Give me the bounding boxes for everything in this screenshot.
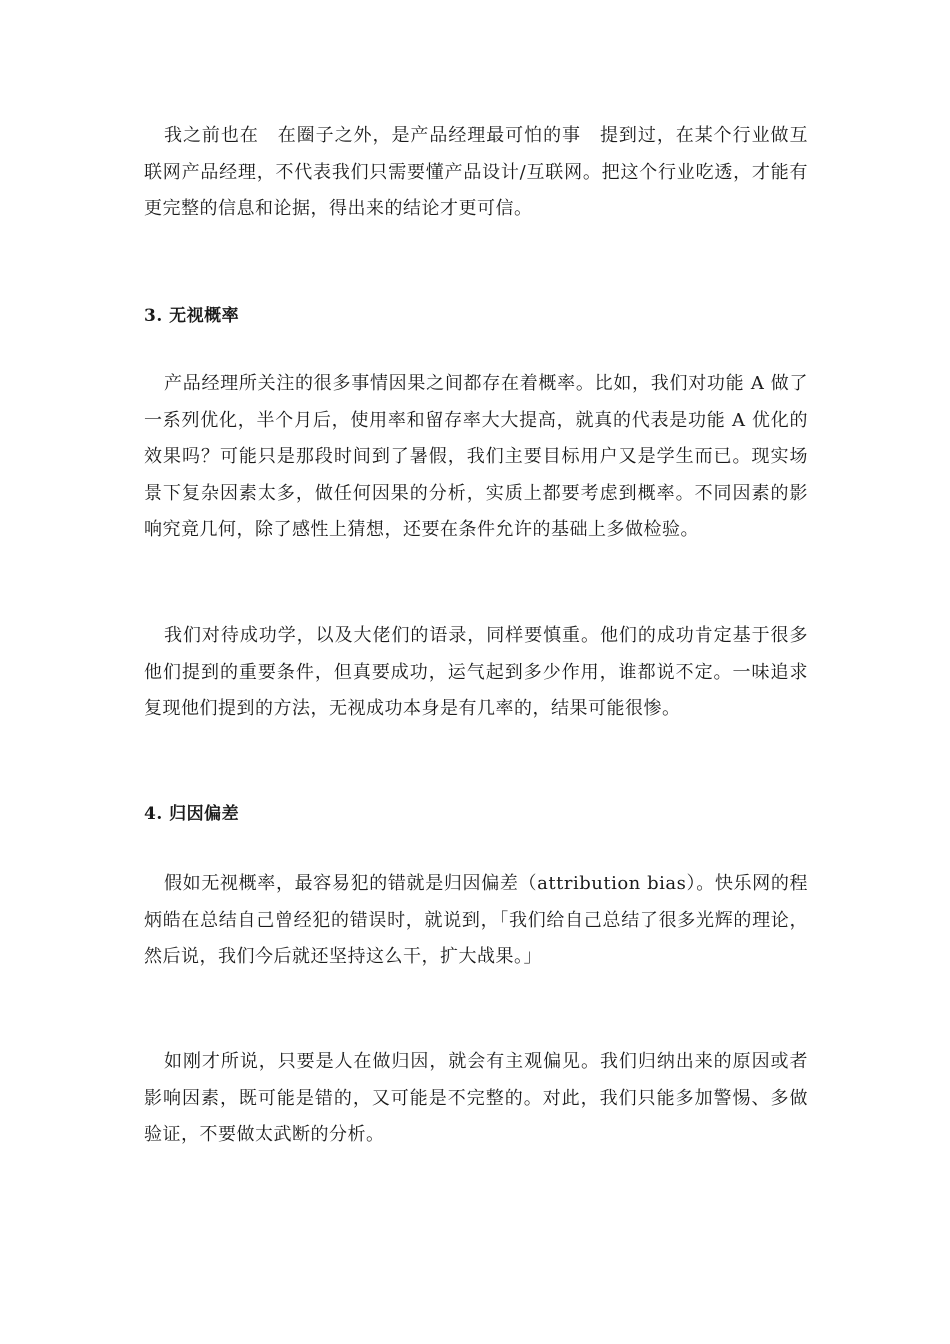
paragraph-success-studies: 我们对待成功学，以及大佬们的语录，同样要慎重。他们的成功肯定基于很多他们提到的重要条件，但真要成功，运气起到多少作用，谁都说不定。一味追求复现他们提到的方法，无视成功本身是有几率的，结果可能很惨。 xyxy=(144,625,808,719)
paragraph-attribution-bias: 假如无视概率，最容易犯的错就是归因偏差（attribution bias）。快乐网的程炳皓在总结自己曾经犯的错误时，就说到，「我们给自己总结了很多光辉的理论，然后说，我们今后就还坚持这么干，扩大战果。」 xyxy=(144,873,808,967)
section-heading-ignore-probability: 3. 无视概率 xyxy=(144,306,240,326)
paragraph-probability: 产品经理所关注的很多事情因果之间都存在着概率。比如，我们对功能 A 做了一系列优化，半个月后，使用率和留存率大大提高，就真的代表是功能 A 优化的效果吗？可能只是那段时间到了暑假，我们主要目标用户又是学生而已。现实场景下复杂因素太多，做任何因果的分析，实质上都要考虑到概率。不同因素的影响究竟几何，除了感性上猜想，还要在条件允许的基础上多做检验。 xyxy=(144,373,808,540)
paragraph-industry-knowledge: 我之前也在 在圈子之外，是产品经理最可怕的事 提到过，在某个行业做互联网产品经理，不代表我们只需要懂产品设计/互联网。把这个行业吃透，才能有更完整的信息和论据，得出来的结论才更可信。 xyxy=(144,125,808,219)
paragraph-subjective-bias: 如刚才所说，只要是人在做归因，就会有主观偏见。我们归纳出来的原因或者影响因素，既可能是错的，又可能是不完整的。对此，我们只能多加警惕、多做验证，不要做太武断的分析。 xyxy=(144,1051,808,1145)
section-heading-attribution-bias: 4. 归因偏差 xyxy=(144,804,240,824)
